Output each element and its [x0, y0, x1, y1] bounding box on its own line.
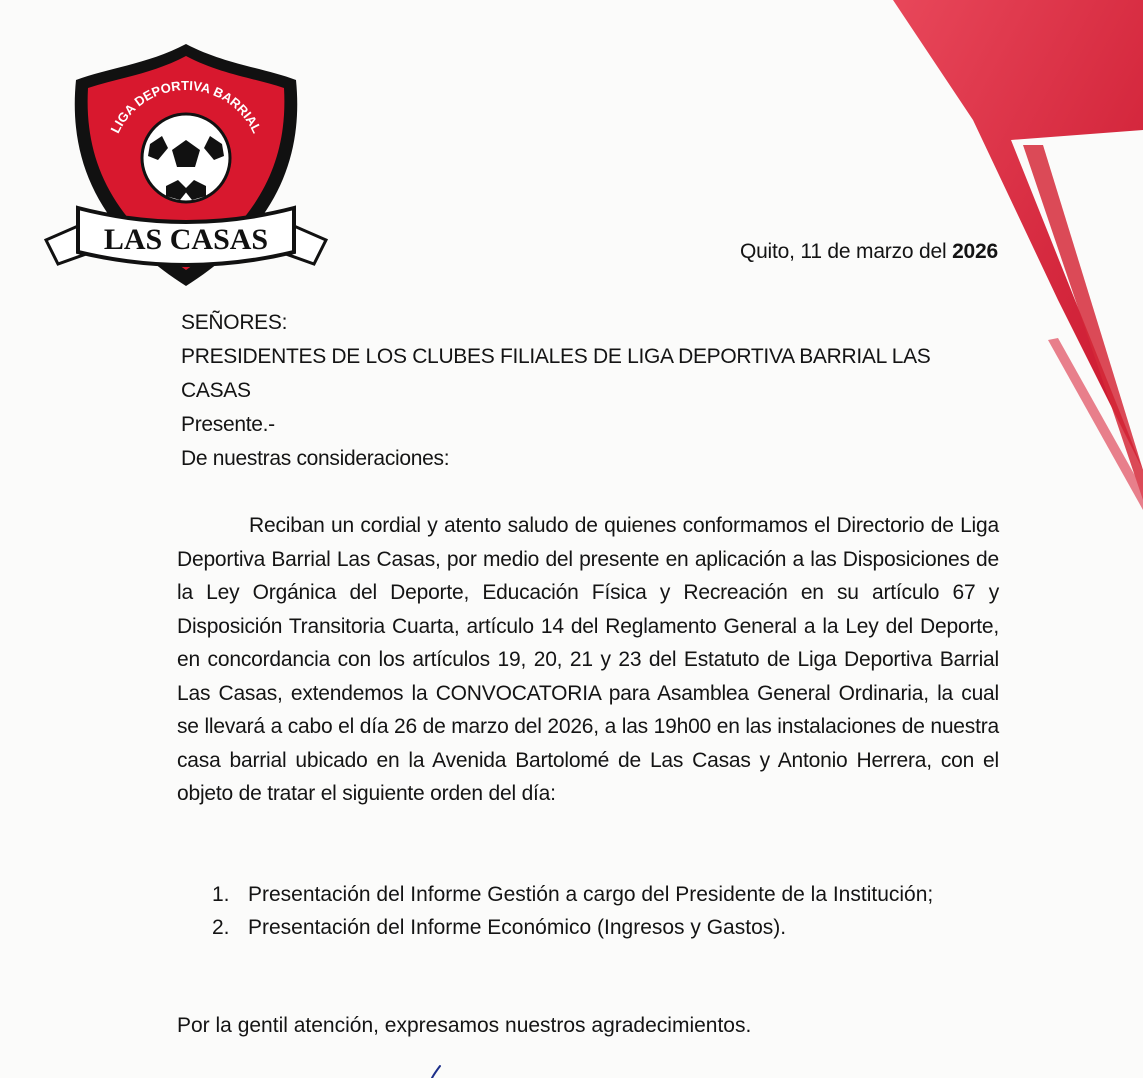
- agenda-item-number: 2.: [212, 916, 230, 939]
- address-block: [181, 306, 1011, 476]
- presente-line: Presente.-: [181, 413, 275, 436]
- recipient-line-1: PRESIDENTES DE LOS CLUBES FILIALES DE LIGA DEPORTIVA BARRIAL LAS: [181, 345, 931, 368]
- consideraciones-line: De nuestras consideraciones:: [181, 447, 450, 470]
- crest-arc-text: LIGA DEPORTIVA BARRIAL: [107, 77, 265, 136]
- letter-body-paragraph: [177, 509, 999, 811]
- agenda-list: [212, 878, 1002, 944]
- agenda-item-text: Presentación del Informe Económico (Ingresos y Gastos).: [248, 916, 787, 939]
- crest-banner-text: LAS CASAS: [103, 223, 269, 256]
- date-place-day: Quito, 11 de marzo del: [739, 240, 947, 263]
- agenda-item: [212, 911, 1002, 944]
- closing-line: Por la gentil atención, expresamos nuestros agradecimientos.: [177, 1014, 752, 1037]
- salutation: SEÑORES:: [181, 311, 288, 334]
- signature-stroke: [428, 1064, 448, 1078]
- agenda-item-text: Presentación del Informe Gestión a cargo del Presidente de la Institución;: [248, 883, 934, 906]
- soccer-ball-icon: [142, 114, 230, 202]
- body-part-2: para Asamblea General Ordinaria, la cual se llevará a cabo el día 26 de marzo del 2026, a las 19h00 en las instalaciones de nuestra casa barrial ubicado en la Avenida Bartolomé de Las Casas y Antonio Herrera, con el objeto de tratar el siguiente orden del día:: [177, 681, 999, 805]
- club-crest-logo: [38, 40, 334, 290]
- date-year: 2026: [952, 240, 998, 263]
- agenda-item: [212, 878, 1002, 911]
- agenda-item-number: 1.: [212, 883, 230, 906]
- letter-date: [600, 240, 998, 264]
- body-part-1: Reciban un cordial y atento saludo de quienes conformamos el Directorio de Liga Deportiva Barrial Las Casas, por medio del presente en aplicación a las Disposiciones de la Ley Orgánica del Deporte, Educación Física y Recreación en su artículo 67 y Disposición Transitoria Cuarta, artículo 14 del Reglamento General a la Ley del Deporte, en concordancia con los artículos 19, 20, 21 y 23 del Estatuto de Liga Deportiva Barrial Las Casas, extendemos la: [177, 514, 999, 705]
- recipient-line-2: CASAS: [181, 379, 251, 402]
- body-emphasis: CONVOCATORIA: [435, 681, 601, 705]
